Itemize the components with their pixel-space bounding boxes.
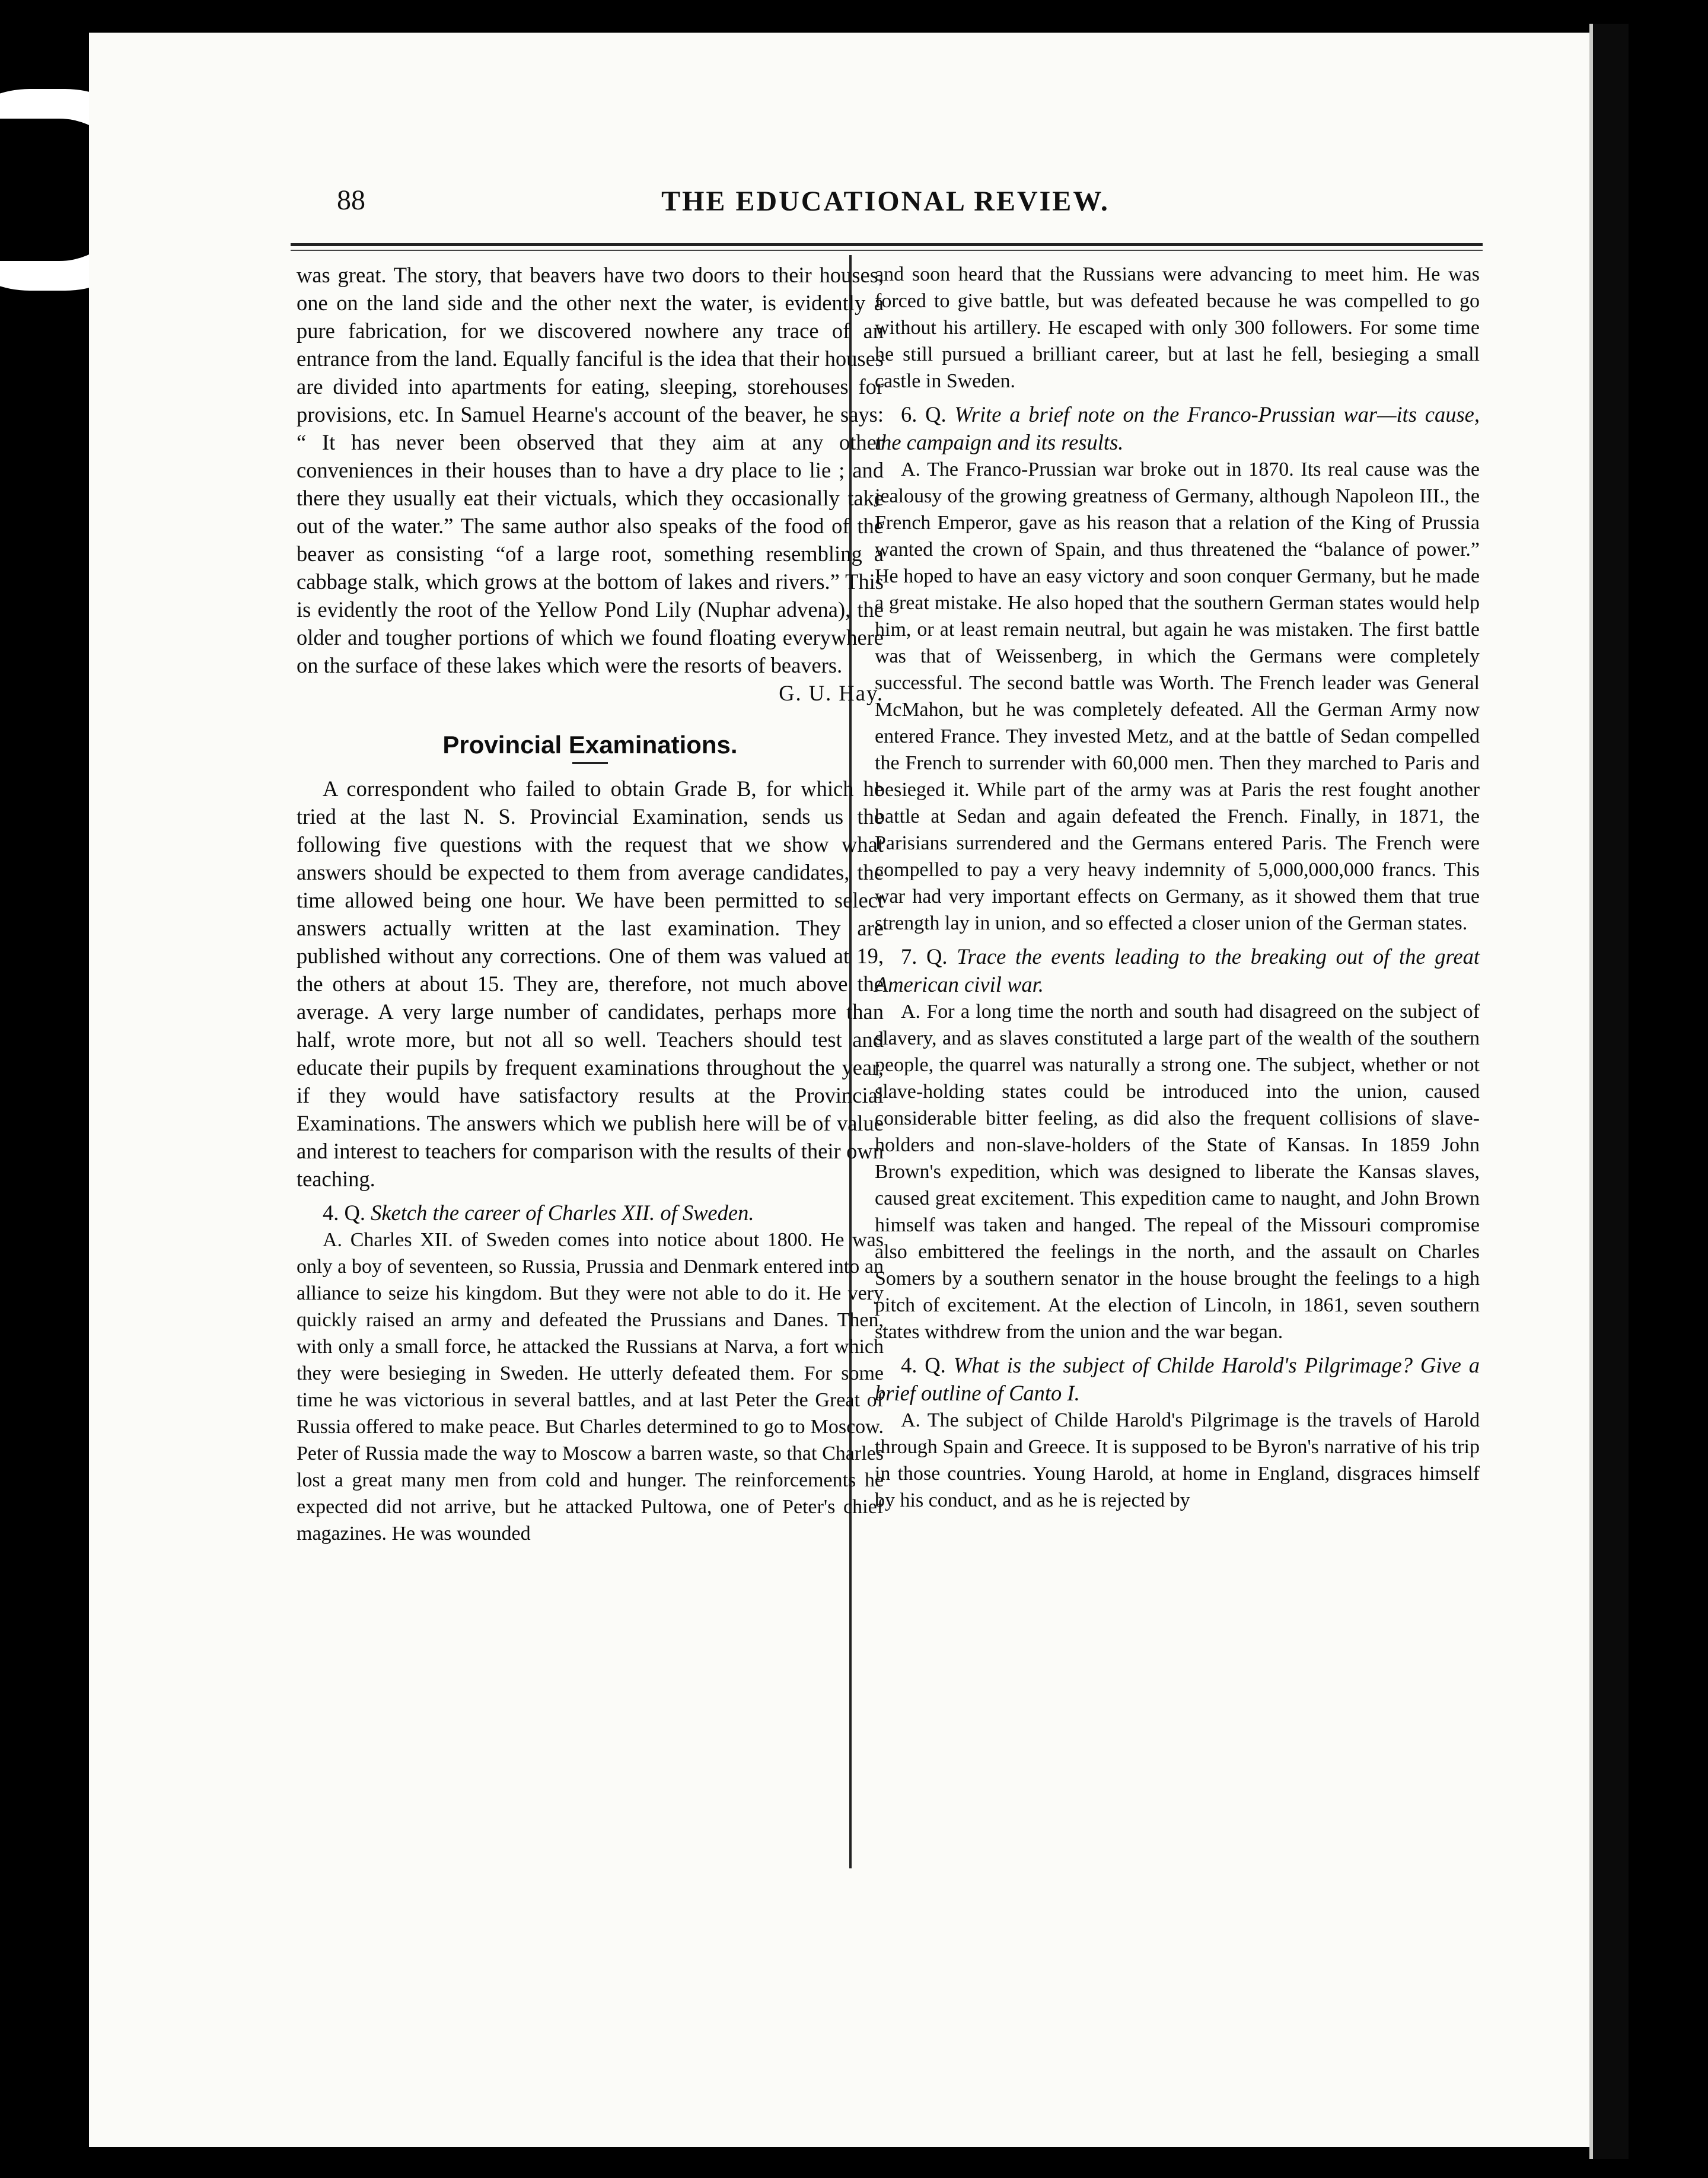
question-childe-harold — [875, 1351, 1480, 1407]
left-column — [297, 261, 884, 1547]
intro-paragraph: A correspondent who failed to obtain Grade B, for which he tried at the last N. S. Provincial Examination, sends us the following five questions with the request that we show what answers should be expected to them from average candidates, the time allowed being one hour. We have been permitted to select answers actually written at the last examination. They are published without any corrections. One of them was valued at 19, the others at about 15. They are, therefore, not much above the average. A very large number of candidates, perhaps more than half, wrote more, but not all so well. Teachers should test and educate their pupils by frequent examinations throughout the year, if they would have satisfactory results at the Provincial Examinations. The answers which we publish here will be of value and interest to teachers for comparison with the results of their own teaching. — [297, 776, 884, 1191]
question-text: What is the subject of Childe Harold's Pilgrimage? Give a brief outline of Canto I. — [875, 1353, 1480, 1405]
answer-6: A. The Franco-Prussian war broke out in 1870. Its real cause was the jealousy of the growing greatness of Germany, although Napoleon III., the French Emperor, gave as his reason that a relation of the King of Prussia wanted the crown of Spain, and thus threatened the “balance of power.” He hoped to have an easy victory and soon conquer Germany, but he made a great mistake. He also hoped that the southern German states would help him, or at least remain neutral, but again he was mistaken. The first battle was that of Weissenberg, in which the Germans were completely successful. The second battle was Worth. The French leader was General McMahon, but he was completely defeated. All the German Army now entered France. They invested Metz, and at the battle of Sedan compelled the French to surrender with 60,000 men. Then they marched to Paris and besieged it. While part of the army was at Paris the rest fought another battle at Sedan and again defeated the French. Finally, in 1871, the Parisians surrendered and the Germans entered Paris. The French were compelled to pay a very heavy indemnity of 5,000,000,000 francs. This war had very important effects on Germany, as it showed them that true strength lay in union, and so effected a closer union of the German states. — [875, 458, 1480, 934]
right-column — [875, 261, 1480, 1514]
section-heading: Provincial Examinations. — [442, 731, 738, 759]
question-number: 7. Q. — [901, 944, 948, 969]
page-header — [248, 184, 1523, 237]
question-number: 4. Q. — [901, 1353, 946, 1377]
answer-7: A. For a long time the north and south had disagreed on the subject of slavery, and as slaves constituted a large part of the wealth of the southern people, the quarrel was naturally a strong one. The subject, whether or not slave-holding states could be introduced into the union, caused considerable bitter feeling, as did also the frequent collisions of slave-holders and non-slave-holders of the State of Kansas. In 1859 John Brown's expedition, which was designed to liberate the Kansas slaves, caused great excitement. This expedition came to naught, and John Brown himself was taken and hanged. The repeal of the Missouri compromise also embittered the feelings in the north, and the assault on Charles Somers by a southern senator in the house brought the feelings to a high pitch of excitement. At the election of Lincoln, in 1861, seven southern states withdrew from the union and the war began. — [875, 1001, 1480, 1343]
question-text: Sketch the career of Charles XII. of Sweden. — [371, 1201, 754, 1225]
question-text: Write a brief note on the Franco-Prussian war—its cause, the campaign and its results. — [875, 402, 1480, 454]
page-number: 88 — [337, 184, 365, 216]
question-number: 6. Q. — [901, 402, 947, 426]
header-rule — [291, 243, 1483, 246]
author-signature: G. U. Hay. — [779, 681, 884, 705]
beaver-paragraph: was great. The story, that beavers have two doors to their houses, one on the land side and the other next the water, is evidently a pure fabrication, for we discovered nowhere any trace of an entrance from the land. Equally fanciful is the idea that their houses are divided into apartments for eating, sleeping, storehouses for provisions, etc. In Samuel Hearne's account of the beaver, he says: “ It has never been observed that they aim at any other conveniences in their houses than to have a dry place to lie ; and there they usually eat their victuals, which they occasionally take out of the water.” The same author also speaks of the food of the beaver as consisting “of a large root, something resembling a cabbage stalk, which grows at the bottom of lakes and rivers.” This is evidently the root of the Yellow Pond Lily (Nuphar advena), the older and tougher portions of which we found floating everywhere on the surface of these lakes which were the resorts of beavers. — [297, 263, 884, 677]
question-6 — [875, 400, 1480, 456]
question-text: Trace the events leading to the breaking out of the great American civil war. — [875, 944, 1480, 996]
question-4 — [297, 1199, 884, 1227]
journal-title: THE EDUCATIONAL REVIEW. — [661, 186, 1110, 217]
question-7 — [875, 942, 1480, 998]
answer-childe-harold: A. The subject of Childe Harold's Pilgrimage is the travels of Harold through Spain and Greece. It is supposed to be Byron's narrative of his trip in those countries. Young Harold, at home in England, disgraces himself by his conduct, and as he is rejected by — [875, 1409, 1480, 1511]
heading-rule — [572, 762, 608, 764]
question-number: 4. Q. — [323, 1201, 365, 1225]
answer-4: A. Charles XII. of Sweden comes into notice about 1800. He was only a boy of seventeen, so Russia, Prussia and Denmark entered into an alliance to seize his kingdom. But they were not able to do it. He very quickly raised an army and defeated the Prussians and Danes. Then, with only a small force, he attacked the Russians at Narva, a fort which they were besieging in Sweden. He utterly defeated them. For some time he was victorious in several battles, and at last Peter the Great of Russia offered to make peace. But Charles determined to go to Moscow. Peter of Russia made the way to Moscow a barren waste, so that Charles lost a great many men from cold and hunger. The reinforcements he expected did not arrive, but he attacked Pultowa, one of Peter's chief magazines. He was wounded — [297, 1229, 884, 1545]
scan-right-edge — [1589, 24, 1629, 2159]
answer-4-continued: and soon heard that the Russians were advancing to meet him. He was forced to give battle, but was defeated because he was compelled to go without his artillery. He escaped with only 300 followers. For some time he still pursued a brilliant career, but at last he fell, besieging a small castle in Sweden. — [875, 263, 1480, 392]
header-rule-thin — [291, 250, 1483, 251]
